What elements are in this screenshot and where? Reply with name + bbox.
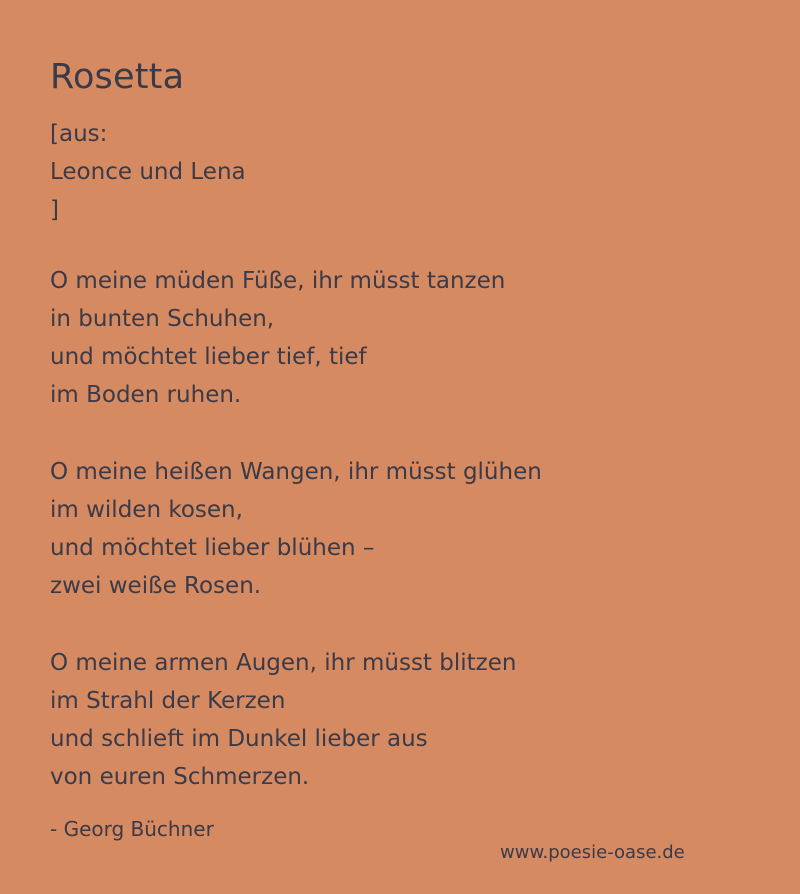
stanza-3: [50, 644, 770, 796]
poem-line: O meine heißen Wangen, ihr müsst glühen: [50, 459, 542, 485]
poem-line: und schlieft im Dunkel lieber aus: [50, 726, 428, 752]
poem-source: [50, 115, 770, 229]
poem-line: im Boden ruhen.: [50, 382, 242, 408]
website-link[interactable]: www.poesie-oase.de: [500, 842, 685, 863]
poem-title: Rosetta: [50, 57, 185, 97]
stanza-2: [50, 453, 770, 605]
poem-line: und möchtet lieber blühen –: [50, 535, 375, 561]
poem-line: von euren Schmerzen.: [50, 764, 310, 790]
stanza-1: [50, 262, 770, 414]
source-close: ]: [50, 197, 59, 223]
source-open: [aus:: [50, 121, 108, 147]
poem-line: O meine müden Füße, ihr müsst tanzen: [50, 268, 506, 294]
poem-line: im wilden kosen,: [50, 497, 243, 523]
poem-line: O meine armen Augen, ihr müsst blitzen: [50, 650, 517, 676]
poem-author: - Georg Büchner: [50, 817, 214, 841]
poem-line: in bunten Schuhen,: [50, 306, 275, 332]
poem-line: und möchtet lieber tief, tief: [50, 344, 367, 370]
poem-body: [50, 262, 770, 796]
poem-card: [50, 55, 770, 796]
source-work: Leonce und Lena: [50, 159, 246, 185]
poem-line: zwei weiße Rosen.: [50, 573, 262, 599]
poem-line: im Strahl der Kerzen: [50, 688, 286, 714]
